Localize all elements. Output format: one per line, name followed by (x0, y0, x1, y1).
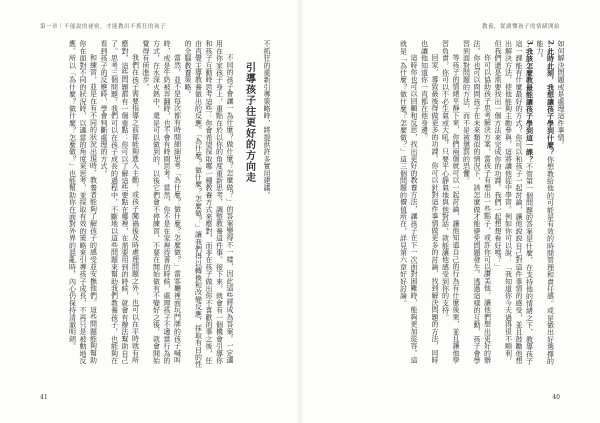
left-text-block (36, 40, 272, 370)
left-paragraph: 和練習，並是在有不同的狀況出現時，教養者能夠了解孩子的感受並安撫他們。這些問題能夠幫助你在面對不同的狀況時，以適當的角度來思考，並採取有效的策略來引導孩子成長，不再只是被動地反應。所以「為什麼？做什麼？怎麼做？」也能幫助你在面對外界的混亂時，內心仍保持清澈明朗。 (68, 40, 98, 364)
right-paragraph: 回家，導致最後得做更多的功課。你可以針對這件事情做更多的討論，找到解決問題的方法，同時也讓他知道你一直都在他身邊。 (420, 40, 439, 364)
left-page-number: 41 (40, 394, 48, 401)
numbered-item-body: 不管第一個問題的答案是什麼，在支持他的情緒之下，教導孩子這一課能有什麼最好的方式？你可以和孩子一起討論，讓他說說自己對這件事情的感受，並且鼓勵他想出解決方法，使他能夠主動參與，這將讓他從中學習。例如你可以說：「我知道你今天過得很不順利，但我們還是需要找出一個方法來完成你的功課。我們一起想想看好嗎？」 (494, 40, 534, 365)
numbered-item-head: 3.我該怎麼教最能讓孩子學到這一課？ (525, 40, 535, 163)
right-running-head: 教養，從讀懂孩子的情緒開始 (481, 24, 560, 30)
numbered-item-body: 你想教給他的可能是有效的時間管理和責任感。或是做出好選擇的能力。 (536, 40, 555, 365)
numbered-item (535, 40, 556, 370)
right-paragraph: 你可以協助孩子思考解決方案，當孩子有想出一些點子，或許你可以讚美他，讓他們想出更好的辦法。你也可以問問孩子在未來類似的情況下，該怎麼做才能避免問題發生。透過這樣的互動，孩子會學習到面對問題的方法，而不是被懲罰的恐懼。 (462, 40, 492, 364)
right-paragraph: 如何解決問題或是處理這件事情。 (557, 40, 565, 148)
right-page-number: 40 (552, 394, 560, 401)
right-paragraph: 等孩子的情緒平靜下來，你們兩個就可以一起討論，讓他知道自己的行為有什麼後果，並且讓他學習負責。你可以不必生氣或大吼，只要平心靜氣地與他對話，就能讓他感受到你的支持。 (441, 40, 460, 364)
right-page (300, 0, 600, 423)
numbered-item-head: 2.此時此刻，我想讓孩子學到什麼？ (546, 40, 556, 156)
left-running-head: 第一章｜不能說的祕密，才能教出不抓狂的孩子 (40, 24, 167, 30)
left-paragraph: 我們在孩子需要指導之前都能夠進入主動，或孩子闖禍後及時處理問題之外，也可以在平時就有所應對，這些問題都有一個重點：你可以了解這些要點在哪裡，在需要用到的時候，就會有辦法幫助自己了。思考三個問題，我們可以在孩子成長的過程中，不斷地以這些問題來幫助我們教養孩子，也能夠在看到孩子的反應時，學會判斷處理的方式。 (100, 40, 140, 364)
right-text-block (334, 40, 566, 370)
left-top-text: 不抓狂的重新引導策略時，將提供許多實用建議。 (263, 40, 271, 199)
right-paragraph: 這時你也可以回顧和反思，找出更好的教養方法，讓孩子在下一次面對困難時，能夠更加從容。這就是「為什麼？做什麼？怎麼做？」這三個問題的價值所在，詳見第六章好好討論。 (399, 40, 418, 364)
section-title: 引導孩子往更好的方向走 (243, 62, 255, 183)
left-paragraph: 當然，並不是每次都有時間細細思考「為什麼？做什麼？怎麼做？」當客廳裡面玩鬥牌的孩子喊叫時，或是牛奶被弄翻時，也不會有時間思考。當然，你不是在家裡待著的時候，處理孩子不適當行為的方式，在水深火熱中，還是可以做到的，以後它們會不停練習，不要在開始做有不變好之後，就會開始覺得有所進步。 (142, 40, 182, 364)
numbered-item (493, 40, 535, 370)
left-paragraph: 不同的孩子會讓一為什麼？做什麼？怎麼做？」的答案變得不一樣，因此這些將成為答案。一定適用在你家孩子身上，重點在於以你的角度重新思考，調整教養這件事。接下來，就會有一個機會引導你和孩子互動時思考這些：你會希望採取哪一種教養方式來應對，而非在孩子做出你不喜歡的事之後，任由直覺主導教養做出的反應。「為什麼？做什麼？怎麼做？」讓我們得以轉換和改變反應，採取有目的性的全腦教養策略。 (184, 40, 234, 368)
